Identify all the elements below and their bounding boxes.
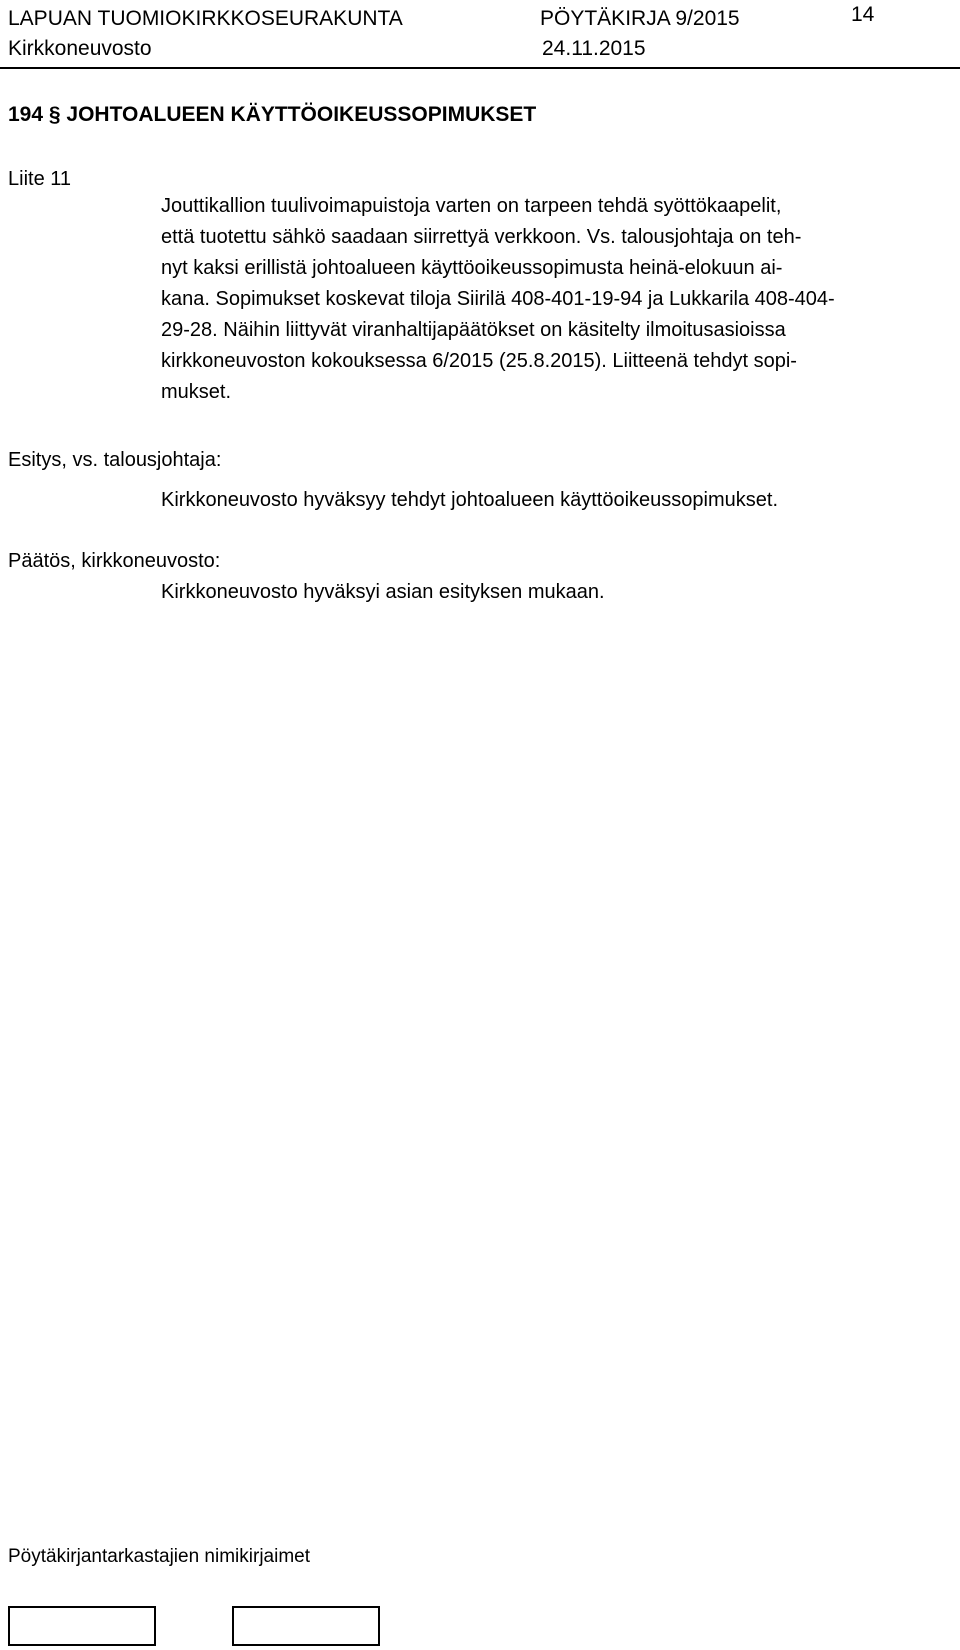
- body-line: mukset.: [161, 381, 232, 403]
- body-line: nyt kaksi erillistä johtoalueen käyttöoikeussopimusta heinä-elokuun ai-: [161, 257, 783, 279]
- attachment-label: Liite 11: [8, 168, 72, 190]
- decision-text: Kirkkoneuvosto hyväksyi asian esityksen mukaan.: [161, 581, 605, 603]
- proposal-text: Kirkkoneuvosto hyväksyy tehdyt johtoalueen käyttöoikeussopimukset.: [161, 489, 779, 511]
- body-line: kirkkoneuvoston kokouksessa 6/2015 (25.8.2015). Liitteenä tehdyt sopi-: [161, 350, 797, 372]
- proposal-label: Esitys, vs. talousjohtaja:: [8, 449, 222, 471]
- section-title: JOHTOALUEEN KÄYTTÖOIKEUSSOPIMUKSET: [66, 103, 537, 126]
- document-title: PÖYTÄKIRJA 9/2015: [540, 7, 740, 30]
- meeting-date: 24.11.2015: [542, 37, 646, 60]
- body-paragraph: [161, 191, 957, 408]
- signatures-label: Pöytäkirjantarkastajien nimikirjaimet: [8, 1546, 310, 1567]
- signature-box: [232, 1606, 380, 1646]
- header-divider: [0, 67, 960, 69]
- body-line: kana. Sopimukset koskevat tiloja Siirilä 408-401-19-94 ja Lukkarila 408-404-: [161, 288, 835, 310]
- page-number: 14: [851, 3, 875, 26]
- body-line: 29-28. Näihin liittyvät viranhaltijapäätökset on käsitelty ilmoitusasioissa: [161, 319, 786, 341]
- meeting-body: Kirkkoneuvosto: [8, 37, 152, 60]
- signature-box: [8, 1606, 156, 1646]
- section-sign: §: [48, 103, 61, 126]
- decision-label: Päätös, kirkkoneuvosto:: [8, 550, 221, 572]
- organization-name: LAPUAN TUOMIOKIRKKOSEURAKUNTA: [8, 7, 403, 30]
- section-number: 194: [8, 103, 44, 126]
- section-heading: [8, 102, 536, 128]
- body-line: että tuotettu sähkö saadaan siirrettyä verkkoon. Vs. talousjohtaja on teh-: [161, 226, 802, 248]
- body-line: Jouttikallion tuulivoimapuistoja varten on tarpeen tehdä syöttökaapelit,: [161, 195, 782, 217]
